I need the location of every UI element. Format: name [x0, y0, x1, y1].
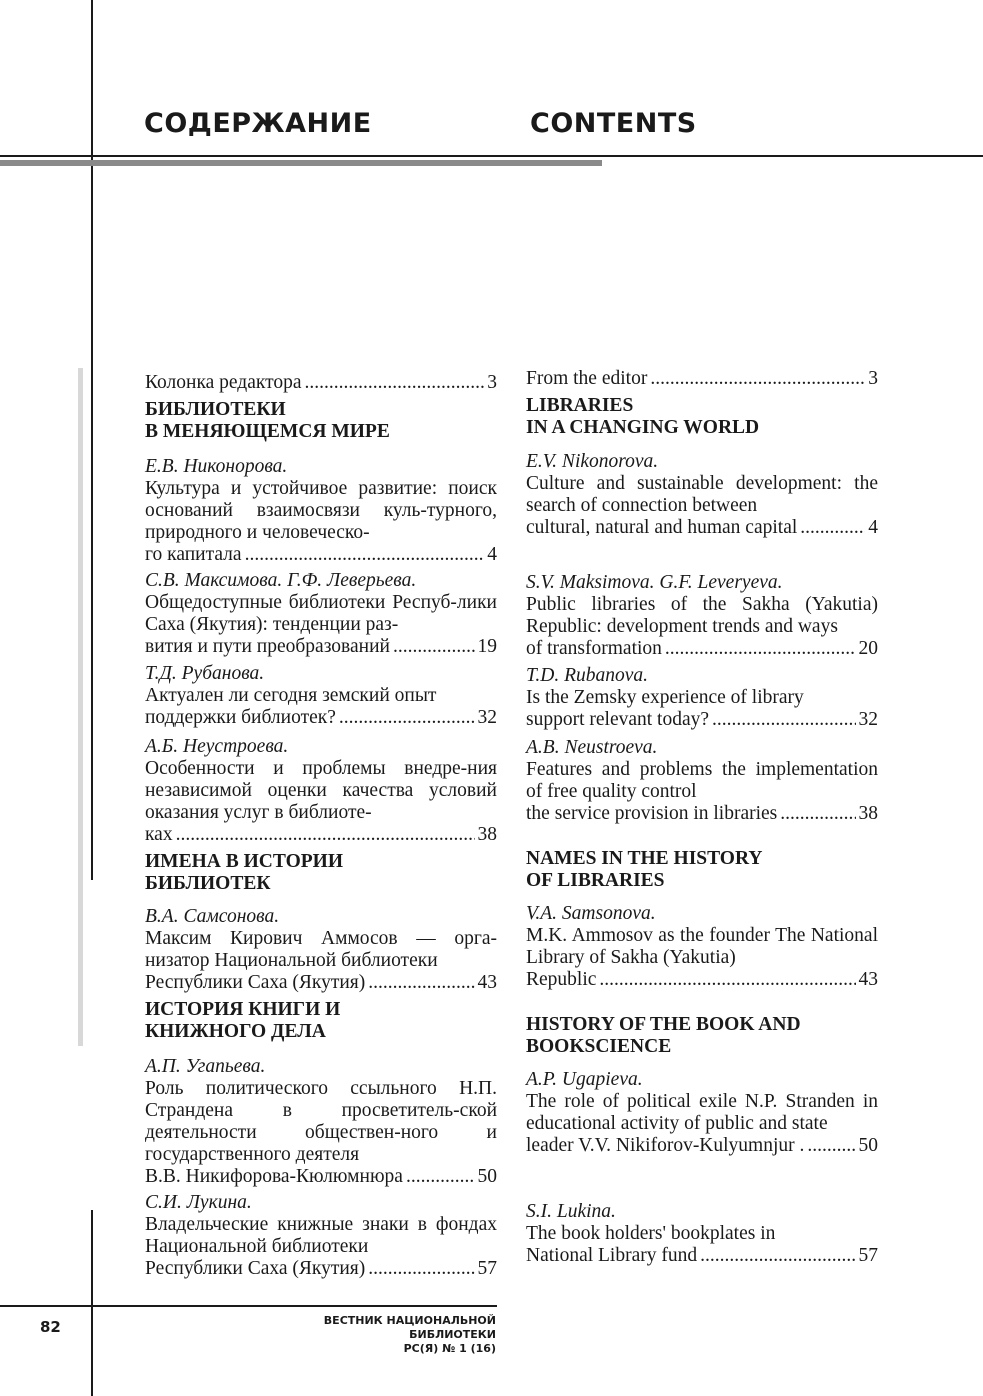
toc-page-number: 32	[477, 707, 497, 728]
article-author: S.I. Lukina.	[526, 1201, 616, 1222]
toc-page-number: 57	[477, 1258, 497, 1279]
article-title: The book holders' bookplates in	[526, 1223, 776, 1244]
section-heading: БИБЛИОТЕКИ В МЕНЯЮЩЕМСЯ МИРЕ	[145, 399, 390, 442]
toc-page-number: 38	[858, 803, 878, 824]
toc-article[interactable]: S.I. Lukina. The book holders' bookplates in National Library fund ..... 57	[526, 1201, 878, 1267]
leader-dots	[339, 707, 475, 729]
article-title: Культура и устойчивое развитие: поиск оснований взаимосвязи куль-турного, природного и человеческо-	[145, 478, 497, 543]
leader-dots	[700, 1245, 855, 1267]
toc-article[interactable]: В.А. Самсонова. Максим Кирович Аммосов — орга-низатор Национальной библиотеки Республики Саха (Якутия) ..... 43	[145, 906, 497, 994]
article-title: Features and problems the implementation of free quality control	[526, 759, 878, 802]
toc-article[interactable]: E.V. Nikonorova. Culture and sustainable development: the search of connection between cultural, natural and human capital ..... 4	[526, 451, 878, 539]
leader-dots	[176, 824, 475, 846]
toc-article[interactable]: Е.В. Никонорова. Культура и устойчивое развитие: поиск оснований взаимосвязи куль-турного, природного и человеческо- го капитала ..... 4	[145, 456, 497, 566]
toc-page-number: 3	[487, 372, 497, 393]
frame-vertical-line-bottom	[91, 1210, 93, 1396]
article-title: The role of political exile N.P. Stranden in educational activity of public and state	[526, 1091, 878, 1134]
article-author: A.B. Neustroeva.	[526, 737, 658, 758]
toc-page-number: 43	[858, 969, 878, 990]
article-author: А.П. Угапьева.	[145, 1056, 266, 1077]
article-title: Особенности и проблемы внедре-ния независимой оценки качества условий оказания услуг в библиоте-	[145, 758, 497, 823]
header-rule	[0, 155, 983, 157]
header-gray-rule	[0, 160, 602, 166]
margin-gray-bar	[78, 368, 83, 1046]
toc-page-number: 20	[858, 638, 878, 659]
article-author: A.P. Ugapieva.	[526, 1069, 643, 1090]
toc-entry-title: Колонка редактора	[145, 372, 302, 393]
leader-dots	[305, 372, 485, 394]
toc-article[interactable]: V.A. Samsonova. M.K. Ammosov as the founder The National Library of Sakha (Yakutia) Republic ..... 43	[526, 903, 878, 991]
toc-entry[interactable]	[526, 368, 878, 390]
article-author: S.V. Maksimova. G.F. Leveryeva.	[526, 572, 783, 593]
toc-page-number: 4	[487, 544, 497, 565]
toc-page-number: 43	[477, 972, 497, 993]
article-author: В.А. Самсонова.	[145, 906, 280, 927]
journal-name: ВЕСТНИК НАЦИОНАЛЬНОЙ БИБЛИОТЕКИ РС(Я) № 1 (16)	[323, 1314, 496, 1355]
article-title: Актуален ли сегодня земский опыт	[145, 685, 437, 706]
article-title: Is the Zemsky experience of library	[526, 687, 804, 708]
leader-dots	[245, 544, 485, 566]
article-title: Public libraries of the Sakha (Yakutia) Republic: development trends and ways	[526, 594, 878, 637]
toc-page-number: 50	[477, 1166, 497, 1187]
article-author: Т.Д. Рубанова.	[145, 663, 265, 684]
article-title: Роль политического ссыльного Н.П. Страндена в просветитель-ской деятельности обществен-ного и государственного деятеля	[145, 1078, 497, 1165]
section-heading: LIBRARIES IN A CHANGING WORLD	[526, 395, 760, 438]
toc-article[interactable]: С.И. Лукина. Владельческие книжные знаки в фондах Национальной библиотеки Республики Саха (Якутия) ..... 57	[145, 1192, 497, 1280]
article-author: С.В. Максимова. Г.Ф. Леверьева.	[145, 570, 417, 591]
toc-entry[interactable]	[145, 372, 497, 394]
toc-article[interactable]: С.В. Максимова. Г.Ф. Леверьева. Общедоступные библиотеки Респуб-лики Саха (Якутия): тенденции раз- вития и пути преобразований ..... 19	[145, 570, 497, 658]
leader-dots	[800, 517, 865, 539]
article-title: Максим Кирович Аммосов — орга-низатор Национальной библиотеки	[145, 928, 497, 971]
toc-article[interactable]: A.P. Ugapieva. The role of political exile N.P. Stranden in educational activity of public and state leader V.V. Nikiforov-Kulyumnjur . ..... 50	[526, 1069, 878, 1157]
frame-vertical-line	[91, 0, 93, 880]
leader-dots	[599, 969, 855, 991]
page-number: 82	[40, 1318, 61, 1336]
footer-rule	[0, 1305, 497, 1307]
article-author: А.Б. Неустроева.	[145, 736, 289, 757]
toc-entry-title: From the editor	[526, 368, 648, 389]
article-title: Общедоступные библиотеки Респуб-лики Саха (Якутия): тенденции раз-	[145, 592, 497, 635]
article-title: M.K. Ammosov as the founder The National Library of Sakha (Yakutia)	[526, 925, 878, 968]
toc-page-number: 38	[477, 824, 497, 845]
toc-page-number: 3	[868, 368, 878, 389]
toc-page-number: 50	[858, 1135, 878, 1156]
section-heading: HISTORY OF THE BOOK AND BOOKSCIENCE	[526, 1014, 801, 1057]
leader-dots	[807, 1135, 855, 1157]
section-heading: ИМЕНА В ИСТОРИИ БИБЛИОТЕК	[145, 851, 343, 894]
article-author: E.V. Nikonorova.	[526, 451, 659, 472]
leader-dots	[393, 636, 475, 658]
toc-article[interactable]: A.B. Neustroeva. Features and problems the implementation of free quality control the service provision in libraries ..... 38	[526, 737, 878, 825]
toc-article[interactable]: Т.Д. Рубанова. Актуален ли сегодня земский опыт поддержки библиотек? ..... 32	[145, 663, 497, 729]
article-author: T.D. Rubanova.	[526, 665, 649, 686]
page-title-en: CONTENTS	[530, 108, 697, 139]
leader-dots	[780, 803, 855, 825]
leader-dots	[712, 709, 855, 731]
toc-page-number: 4	[868, 517, 878, 538]
section-heading: NAMES IN THE HISTORY OF LIBRARIES	[526, 848, 763, 891]
article-author: V.A. Samsonova.	[526, 903, 656, 924]
article-author: Е.В. Никонорова.	[145, 456, 288, 477]
article-title: Владельческие книжные знаки в фондах Национальной библиотеки	[145, 1214, 497, 1257]
leader-dots	[368, 972, 474, 994]
toc-article[interactable]: S.V. Maksimova. G.F. Leveryeva. Public libraries of the Sakha (Yakutia) Republic: development trends and ways of transformation ..... 20	[526, 572, 878, 660]
toc-page-number: 32	[858, 709, 878, 730]
toc-page-number: 19	[477, 636, 497, 657]
toc-article[interactable]: А.Б. Неустроева. Особенности и проблемы внедре-ния независимой оценки качества условий оказания услуг в библиоте- ках ..... 38	[145, 736, 497, 846]
leader-dots	[406, 1166, 475, 1188]
toc-article[interactable]: T.D. Rubanova. Is the Zemsky experience of library support relevant today? ..... 32	[526, 665, 878, 731]
leader-dots	[368, 1258, 474, 1280]
leader-dots	[650, 368, 865, 390]
article-author: С.И. Лукина.	[145, 1192, 252, 1213]
section-heading: ИСТОРИЯ КНИГИ И КНИЖНОГО ДЕЛА	[145, 999, 341, 1042]
toc-page-number: 57	[858, 1245, 878, 1266]
toc-article[interactable]: А.П. Угапьева. Роль политического ссыльного Н.П. Страндена в просветитель-ской деятельности обществен-ного и государственного деятеля В.В. Никифорова-Кюлюмнюра ..... 50	[145, 1056, 497, 1188]
leader-dots	[665, 638, 856, 660]
article-title: Culture and sustainable development: the search of connection between	[526, 473, 878, 516]
page-title-ru: СОДЕРЖАНИЕ	[144, 108, 372, 139]
